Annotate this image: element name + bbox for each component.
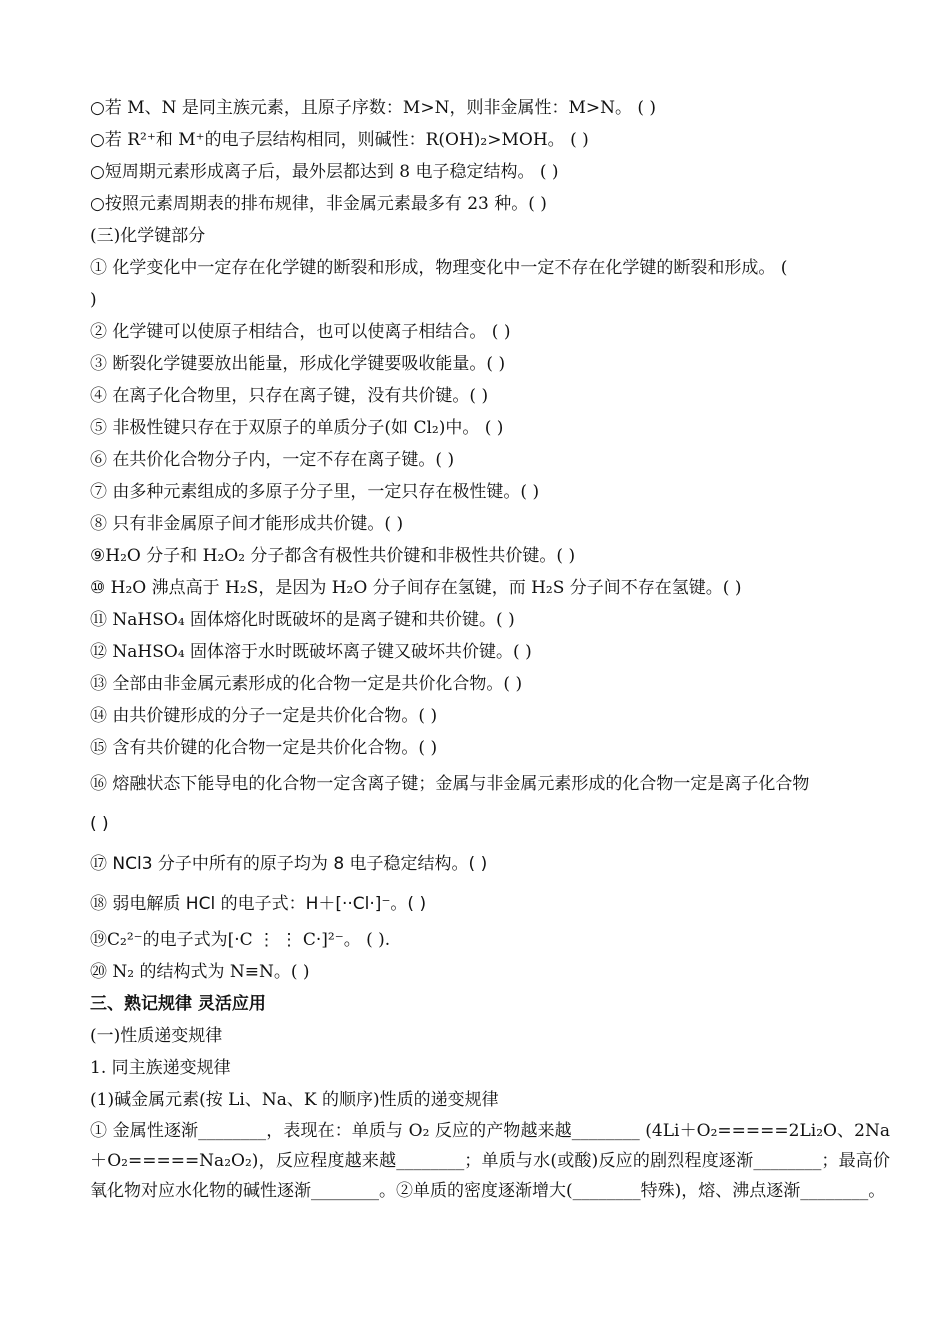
text-line: ○按照元素周期表的排布规律，非金属元素最多有 23 种。( ) [90, 194, 547, 214]
document-page [90, 92, 890, 1206]
subsection-title: (1)碱金属元素(按 Li、Na、K 的顺序)性质的递变规律 [90, 1090, 499, 1110]
text-line: ⑪ NaHSO₄ 固体熔化时既破坏的是离子键和共价键。( ) [90, 610, 515, 630]
text-line: ○短周期元素形成离子后，最外层都达到 8 电子稳定结构。 ( ) [90, 162, 559, 182]
text-line: ⑭ 由共价键形成的分子一定是共价化合物。( ) [90, 706, 438, 726]
text-line: ⑱ 弱电解质 HCl 的电子式：H＋[··Cl·]⁻。( ) [90, 894, 427, 914]
text-line: ⑦ 由多种元素组成的多原子分子里，一定只存在极性键。( ) [90, 482, 540, 502]
text-line: ⑥ 在共价化合物分子内，一定不存在离子键。( ) [90, 450, 455, 470]
text-line: ⑫ NaHSO₄ 固体溶于水时既破坏离子键又破坏共价键。( ) [90, 642, 532, 662]
text-line: ) [90, 290, 97, 310]
text-line: ⑮ 含有共价键的化合物一定是共价化合物。( ) [90, 738, 438, 758]
text-line: ⑩ H₂O 沸点高于 H₂S，是因为 H₂O 分子间存在氢键，而 H₂S 分子间不存在氢键。( ) [90, 578, 742, 598]
text-line: ⑨H₂O 分子和 H₂O₂ 分子都含有极性共价键和非极性共价键。( ) [90, 546, 576, 566]
fill-in-paragraph: ① 金属性逐渐________，表现在：单质与 O₂ 反应的产物越来越________ (4Li＋O₂=====2Li₂O、2Na＋O₂=====Na₂O₂)，反应程度越来越________；单质与水(或酸)反应的剧烈程度逐渐________；最高价氧化物对应水化物的碱性逐渐________。②单质的密度逐渐增大(________特殊)，熔、沸点逐渐________。 [90, 1121, 890, 1201]
text-line: ○若 M、N 是同主族元素，且原子序数：M>N，则非金属性：M>N。 ( ) [90, 98, 657, 118]
text-line: ① 化学变化中一定存在化学键的断裂和形成，物理变化中一定不存在化学键的断裂和形成。 ( [90, 258, 788, 278]
text-line: ⑲C₂²⁻的电子式为[·C ⋮ ⋮ C·]²⁻。 ( ). [90, 930, 391, 950]
text-line: ⑤ 非极性键只存在于双原子的单质分子(如 Cl₂)中。 ( ) [90, 418, 504, 438]
text-line: ○若 R²⁺和 M⁺的电子层结构相同，则碱性：R(OH)₂>MOH。 ( ) [90, 130, 589, 150]
text-line: ③ 断裂化学键要放出能量，形成化学键要吸收能量。( ) [90, 354, 506, 374]
text-line: ⑳ N₂ 的结构式为 N≡N。( ) [90, 962, 310, 982]
text-line: ( ) [90, 814, 109, 834]
section-heading: (三)化学键部分 [90, 226, 206, 246]
text-line: ④ 在离子化合物里，只存在离子键，没有共价键。( ) [90, 386, 489, 406]
subsection-title: (一)性质递变规律 [90, 1026, 223, 1046]
subsection-title: 1. 同主族递变规律 [90, 1058, 231, 1078]
text-line: ⑰ NCl3 分子中所有的原子均为 8 电子稳定结构。( ) [90, 854, 488, 874]
text-line: ⑬ 全部由非金属元素形成的化合物一定是共价化合物。( ) [90, 674, 523, 694]
section-title: 三、熟记规律 灵活应用 [90, 994, 266, 1014]
text-line: ⑯ 熔融状态下能导电的化合物一定含离子键；金属与非金属元素形成的化合物一定是离子化合物 [90, 774, 810, 794]
text-line: ② 化学键可以使原子相结合，也可以使离子相结合。 ( ) [90, 322, 511, 342]
text-line: ⑧ 只有非金属原子间才能形成共价键。( ) [90, 514, 404, 534]
